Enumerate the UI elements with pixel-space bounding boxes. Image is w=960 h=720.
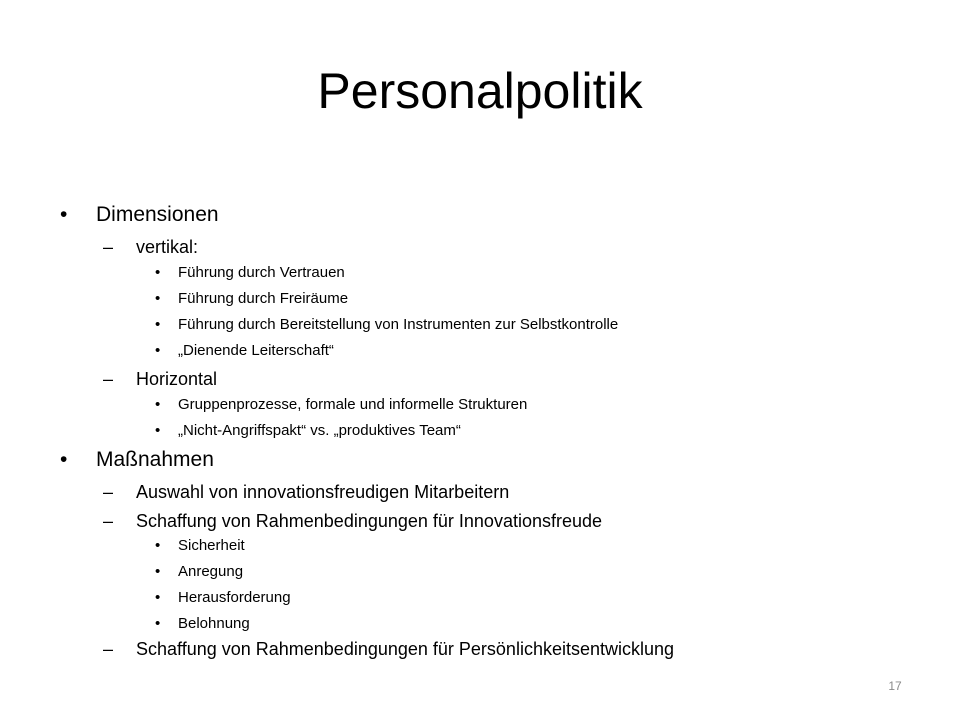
list-item-text: Führung durch Freiräume <box>178 290 349 307</box>
bullet-text: Maßnahmen <box>96 448 214 471</box>
bullet-marker: • <box>60 448 68 471</box>
subbullet-text: vertikal: <box>136 237 199 257</box>
bullet-marker: • <box>155 316 161 333</box>
bullet-marker: • <box>60 203 68 226</box>
subbullet-text: Schaffung von Rahmenbedingungen für Innovationsfreude <box>136 511 603 531</box>
list-item-text: „Dienende Leiterschaft“ <box>178 342 334 359</box>
subbullet-text: Horizontal <box>136 369 218 389</box>
list-item-text: Führung durch Bereitstellung von Instrumenten zur Selbstkontrolle <box>178 316 619 333</box>
bullet-marker: • <box>155 264 161 281</box>
bullet-marker: • <box>155 563 161 580</box>
subbullet-text: Auswahl von innovationsfreudigen Mitarbeitern <box>136 482 510 502</box>
list-item-text: Gruppenprozesse, formale und informelle Strukturen <box>178 396 528 413</box>
bullet-marker: • <box>155 537 161 554</box>
dash-marker: – <box>103 511 114 531</box>
list-item-text: Anregung <box>178 563 244 580</box>
dash-marker: – <box>103 639 114 659</box>
dash-marker: – <box>103 369 114 389</box>
list-item-text: „Nicht-Angriffspakt“ vs. „produktives Team“ <box>178 422 461 439</box>
bullet-marker: • <box>155 342 161 359</box>
subbullet-text: Schaffung von Rahmenbedingungen für Persönlichkeitsentwicklung <box>136 639 675 659</box>
list-item-text: Führung durch Vertrauen <box>178 264 345 281</box>
bullet-marker: • <box>155 589 161 606</box>
list-item-text: Sicherheit <box>178 537 245 554</box>
list-item-text: Herausforderung <box>178 589 291 606</box>
bullet-marker: • <box>155 396 161 413</box>
slide-title: Personalpolitik <box>317 63 643 119</box>
bullet-marker: • <box>155 290 161 307</box>
dash-marker: – <box>103 482 114 502</box>
bullet-marker: • <box>155 422 161 439</box>
bullet-marker: • <box>155 615 161 632</box>
page-number: 17 <box>888 679 902 693</box>
bullet-text: Dimensionen <box>96 203 219 226</box>
list-item-text: Belohnung <box>178 615 250 632</box>
dash-marker: – <box>103 237 114 257</box>
